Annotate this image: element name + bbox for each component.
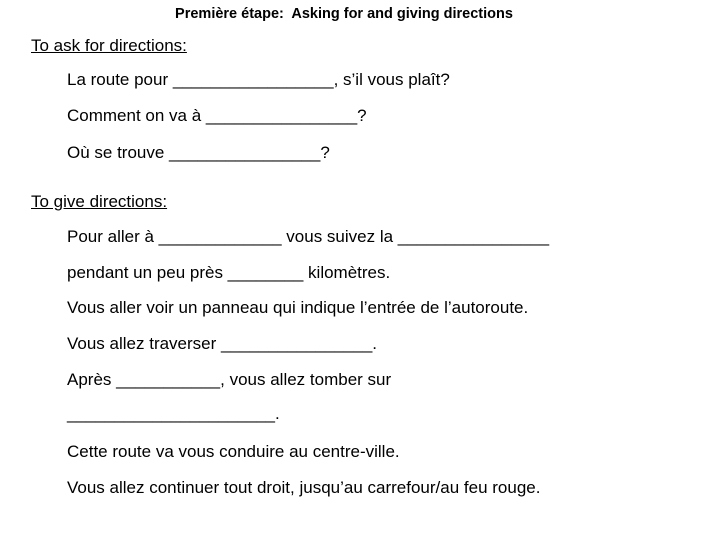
give-line-apres: Après ___________, vous allez tomber sur [67,370,392,389]
give-line-tout-droit: Vous allez continuer tout droit, jusqu’au carrefour/au feu rouge. [67,478,541,497]
ask-directions-heading: To ask for directions: [31,36,187,55]
ask-line-ou: Où se trouve ________________? [67,143,330,162]
give-line-centre-ville: Cette route va vous conduire au centre-ville. [67,442,400,461]
give-line-panneau: Vous aller voir un panneau qui indique l’entrée de l’autoroute. [67,298,529,317]
ask-line-comment: Comment on va à ________________? [67,106,367,125]
ask-line-route: La route pour _________________, s’il vous plaît? [67,70,450,89]
give-line-kilometres: pendant un peu près ________ kilomètres. [67,263,391,282]
give-line-blank: ______________________. [67,404,280,423]
page-title: Première étape: Asking for and giving directions [175,6,513,22]
give-line-traverser: Vous allez traverser ________________. [67,334,378,353]
give-directions-heading: To give directions: [31,192,168,211]
give-line-pour-aller: Pour aller à _____________ vous suivez la ________________ [67,227,550,246]
